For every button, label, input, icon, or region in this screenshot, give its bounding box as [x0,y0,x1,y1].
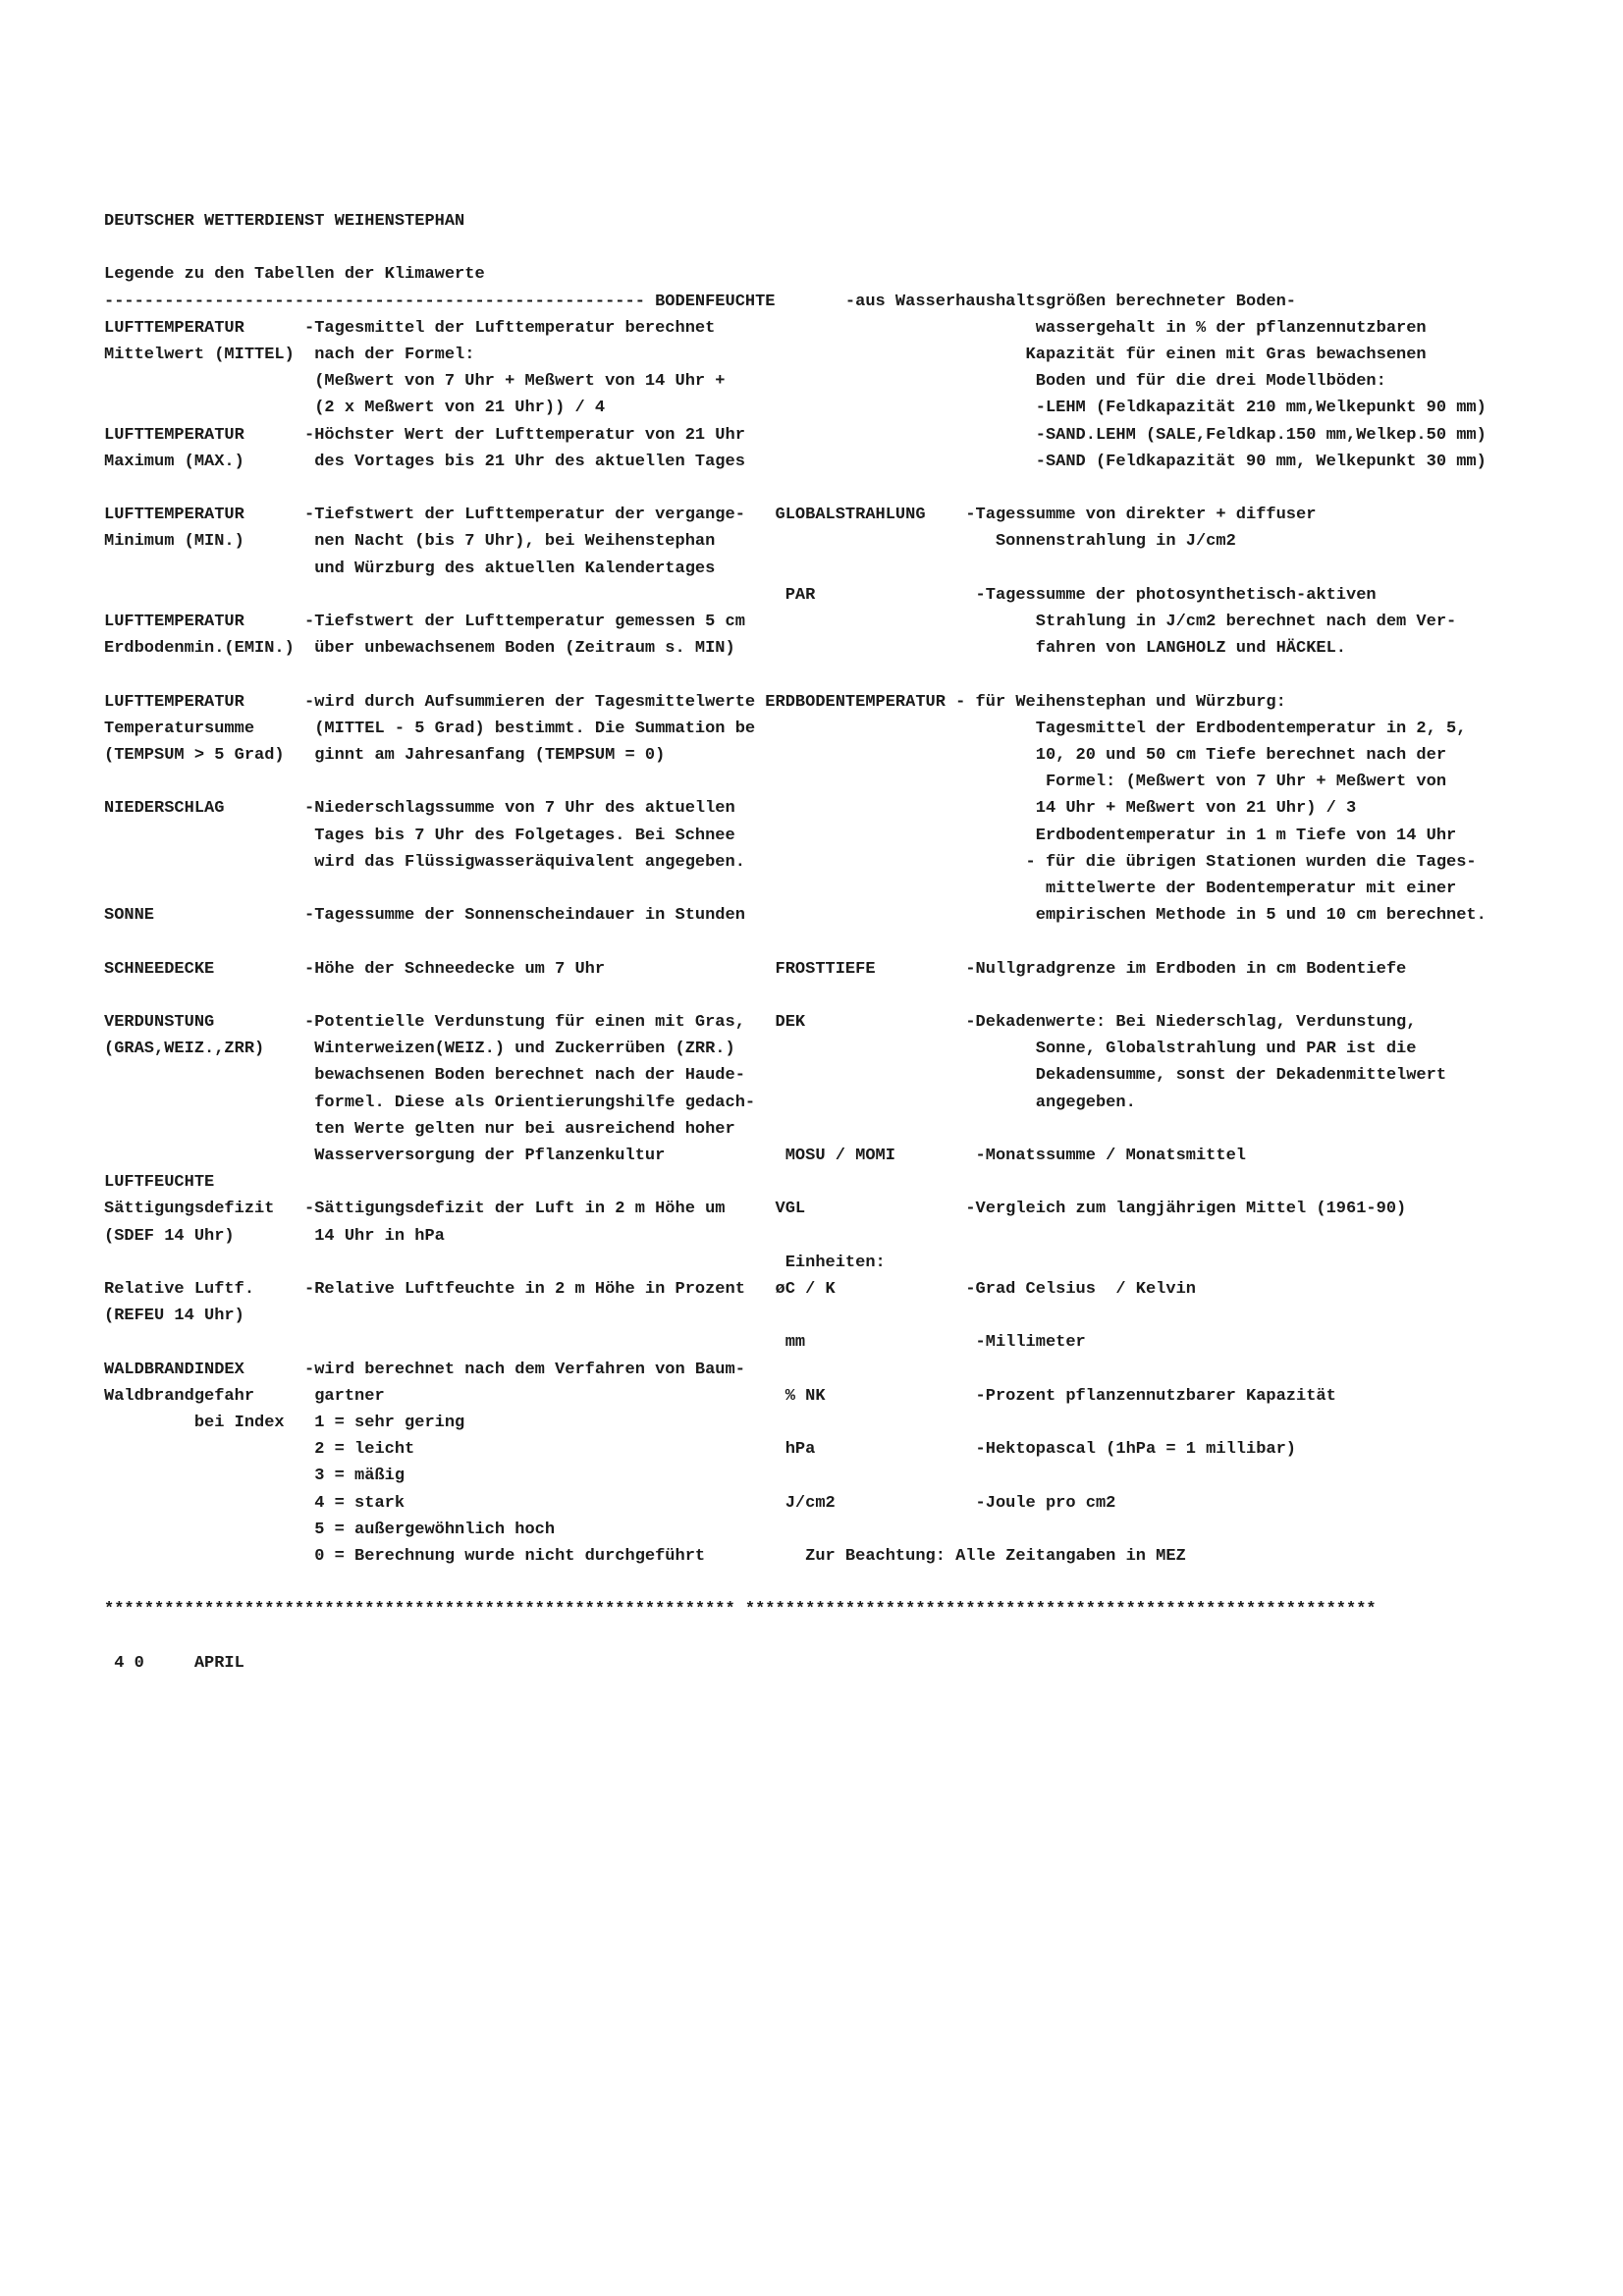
text-line: 3 = mäßig [104,1467,406,1486]
text-line: (REFEU 14 Uhr) [104,1307,244,1326]
text-line: (Meßwert von 7 Uhr + Meßwert von 14 Uhr + Boden und für die drei Modellböden: [104,372,1386,392]
text-line: LUFTTEMPERATUR -Tagesmittel der Lufttemperatur berechnet wassergehalt in % der pflanzennutzbaren [104,318,1427,338]
text-line: LUFTTEMPERATUR -Tiefstwert der Lufttemperatur gemessen 5 cm Strahlung in J/cm2 berechnet nach dem Ver- [104,613,1457,631]
text-line: 5 = außergewöhnlich hoch [104,1520,556,1539]
text-line: VERDUNSTUNG -Potentielle Verdunstung für einen mit Gras, DEK -Dekadenwerte: Bei Niederschlag, Verdunstung, [104,1013,1417,1032]
text-line: LUFTTEMPERATUR -wird durch Aufsummieren der Tagesmittelwerte ERDBODENTEMPERATUR - für Weihenstephan und Würzburg: [104,692,1286,712]
text-line: Temperatursumme (MITTEL - 5 Grad) bestimmt. Die Summation be Tagesmittel der Erdbodentemperatur in 2, 5, [104,719,1467,738]
text-line: (GRAS,WEIZ.,ZRR) Winterweizen(WEIZ.) und Zuckerrüben (ZRR.) Sonne, Globalstrahlung und PAR ist die [104,1040,1417,1059]
text-line: LUFTTEMPERATUR -Höchster Wert der Lufttemperatur von 21 Uhr -SAND.LEHM (SALE,Feldkap.150 mm,Welkep.50 mm) [104,425,1487,445]
text-line: Mittelwert (MITTEL) nach der Formel: Kapazität für einen mit Gras bewachsenen [104,346,1427,364]
text-line: 4 0 APRIL [104,1653,244,1673]
text-line: (TEMPSUM > 5 Grad) ginnt am Jahresanfang (TEMPSUM = 0) 10, 20 und 50 cm Tiefe berechnet nach der [104,746,1447,765]
text-line: Sättigungsdefizit -Sättigungsdefizit der Luft in 2 m Höhe um VGL -Vergleich zum langjährigen Mittel (1961-90) [104,1200,1407,1219]
text-line: 2 = leicht hPa -Hektopascal (1hPa = 1 millibar) [104,1440,1296,1460]
text-line: ------------------------------------------------------ BODENFEUCHTE -aus Wasserhaushaltsgrößen berechneter Boden- [104,292,1296,311]
text-line: DEUTSCHER WETTERDIENST WEIHENSTEPHAN [104,212,465,231]
text-line: Maximum (MAX.) des Vortages bis 21 Uhr des aktuellen Tages -SAND (Feldkapazität 90 mm, Welkepunkt 30 mm) [104,452,1487,471]
text-line: PAR -Tagessumme der photosynthetisch-aktiven [104,585,1377,605]
text-line: WALDBRANDINDEX -wird berechnet nach dem Verfahren von Baum- [104,1360,745,1379]
text-line: (2 x Meßwert von 21 Uhr)) / 4 -LEHM (Feldkapazität 210 mm,Welkepunkt 90 mm) [104,399,1487,418]
text-line: LUFTTEMPERATUR -Tiefstwert der Lufttemperatur der vergange- GLOBALSTRAHLUNG -Tagessumme von direkter + diffuser [104,506,1317,525]
text-line: (SDEF 14 Uhr) 14 Uhr in hPa [104,1226,445,1246]
text-line: Formel: (Meßwert von 7 Uhr + Meßwert von [104,773,1447,792]
text-line: wird das Flüssigwasseräquivalent angegeben. - für die übrigen Stationen wurden die Tages- [104,852,1477,872]
text-line: 0 = Berechnung wurde nicht durchgeführt Zur Beachtung: Alle Zeitangaben in MEZ [104,1547,1186,1566]
text-line: 4 = stark J/cm2 -Joule pro cm2 [104,1493,1116,1513]
text-line: Erdbodenmin.(EMIN.) über unbewachsenem Boden (Zeitraum s. MIN) fahren von LANGHOLZ und HÄCKEL. [104,639,1347,659]
text-line: Waldbrandgefahr gartner % NK -Prozent pflanzennutzbarer Kapazität [104,1386,1336,1406]
text-line: Legende zu den Tabellen der Klimawerte [104,265,485,285]
text-line: SONNE -Tagessumme der Sonnenscheindauer in Stunden empirischen Methode in 5 und 10 cm berechnet. [104,906,1487,926]
text-line: formel. Diese als Orientierungshilfe gedach- angegeben. [104,1093,1136,1112]
text-line: bewachsenen Boden berechnet nach der Haude- Dekadensumme, sonst der Dekadenmittelwert [104,1066,1447,1086]
text-line: und Würzburg des aktuellen Kalendertages [104,559,716,578]
text-line: Minimum (MIN.) nen Nacht (bis 7 Uhr), bei Weihenstephan Sonnenstrahlung in J/cm2 [104,532,1236,552]
text-line: NIEDERSCHLAG -Niederschlagssumme von 7 Uhr des aktuellen 14 Uhr + Meßwert von 21 Uhr) / 3 [104,799,1357,819]
text-line: SCHNEEDECKE -Höhe der Schneedecke um 7 Uhr FROSTTIEFE -Nullgradgrenze im Erdboden in cm Bodentiefe [104,959,1407,979]
text-line: ten Werte gelten nur bei ausreichend hoher [104,1119,735,1139]
text-line: Wasserversorgung der Pflanzenkultur MOSU / MOMI -Monatssumme / Monatsmittel [104,1147,1246,1165]
text-line: bei Index 1 = sehr gering [104,1414,465,1432]
text-line: *************************************************************** *************************************************************** [104,1600,1377,1620]
text-line: LUFTFEUCHTE [104,1173,215,1193]
text-line: mm -Millimeter [104,1333,1086,1353]
text-line: Tages bis 7 Uhr des Folgetages. Bei Schnee Erdbodentemperatur in 1 m Tiefe von 14 Uhr [104,826,1457,845]
text-line: mittelwerte der Bodentemperatur mit einer [104,880,1457,898]
text-line: Relative Luftf. -Relative Luftfeuchte in 2 m Höhe in Prozent øC / K -Grad Celsius / Kelvin [104,1280,1196,1299]
text-line: Einheiten: [104,1253,886,1272]
